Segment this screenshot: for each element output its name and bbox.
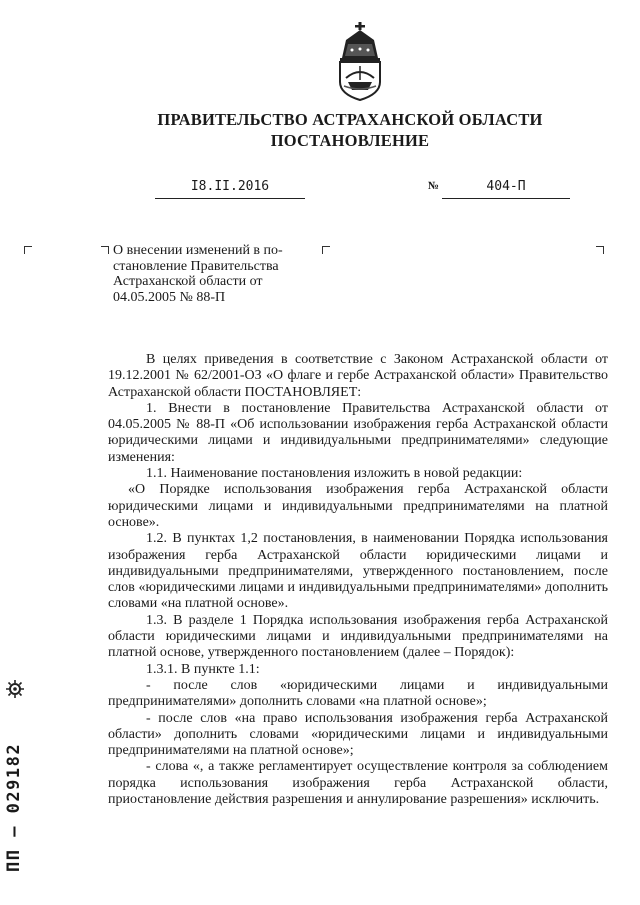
corner-mark-right [596, 246, 604, 254]
body-paragraph: «О Порядке использования изображения герба Астраханской области юридическими лицами и индивидуальными предпринимателями на платной основе». [108, 482, 608, 530]
body-paragraph: 1.1. Наименование постановления изложить в новой редакции: [146, 466, 523, 482]
document-body [108, 352, 608, 808]
body-paragraph: 1.3.1. В пункте 1.1: [146, 661, 260, 677]
subject-line: 04.05.2005 № 88-П [113, 289, 226, 305]
body-paragraph: - слова «, а также регламентирует осуществление контроля за соблюдением порядка использования изображения герба Астраханской области, приостановление действия разрешения и аннулирование разрешения» исключить. [108, 759, 608, 808]
corner-mark-subject-right [322, 246, 330, 254]
document-date: I8.II.2016 [155, 178, 305, 199]
subject-line: О внесении изменений в по- [113, 243, 283, 258]
corner-mark-subject-left [101, 246, 109, 254]
body-paragraph: 1.2. В пунктах 1,2 постановления, в наименовании Порядка использования изображения герба Астраханской области юридическими лицами и индивидуальными предпринимателями, утвержденного постановлением, после слов «юридическими лицами и индивидуальными предпринимателями» дополнить словами «на платной основе». [108, 531, 608, 612]
number-sign: № [428, 180, 440, 192]
body-paragraph: 1.3. В разделе 1 Порядка использования изображения герба Астраханской области юридическими лицами и индивидуальными предпринимателями на платной основе, утвержденного постановлением (далее – Порядок): [108, 612, 608, 661]
side-registration-stamp: ПП – 029182 [4, 742, 24, 872]
body-paragraph: В целях приведения в соответствие с Законом Астраханской области от 19.12.2001 № 62/2001-ОЗ «О флаге и гербе Астраханской области» Правительство Астраханской области ПОСТАНОВЛЯЕТ: [108, 352, 608, 400]
body-paragraph: - после слов «юридическими лицами и индивидуальными предпринимателями» дополнить словами «на платной основе»; [108, 677, 608, 710]
body-paragraph: - после слов «на право использования изображения герба Астраханской области» дополнить словами «юридическими лицами и индивидуальными предпринимателями на платной основе»; [108, 710, 608, 759]
header-doc-type: ПОСТАНОВЛЕНИЕ [270, 131, 430, 150]
subject-line: становление Правительства [113, 258, 279, 274]
stamp-ornament-icon [4, 678, 26, 700]
corner-mark-left [24, 246, 32, 254]
document-subject [113, 243, 321, 305]
body-paragraph: 1. Внести в постановление Правительства Астраханской области от 04.05.2005 № 88-П «Об использовании изображения герба Астраханской области юридическими лицами и индивидуальными предпринимателями» следующие изменения: [108, 400, 608, 465]
subject-line: Астраханской области от [113, 274, 263, 290]
document-number: 404-П [442, 178, 570, 199]
coat-of-arms-emblem [334, 22, 386, 102]
header-organization: ПРАВИТЕЛЬСТВО АСТРАХАНСКОЙ ОБЛАСТИ [157, 110, 543, 129]
